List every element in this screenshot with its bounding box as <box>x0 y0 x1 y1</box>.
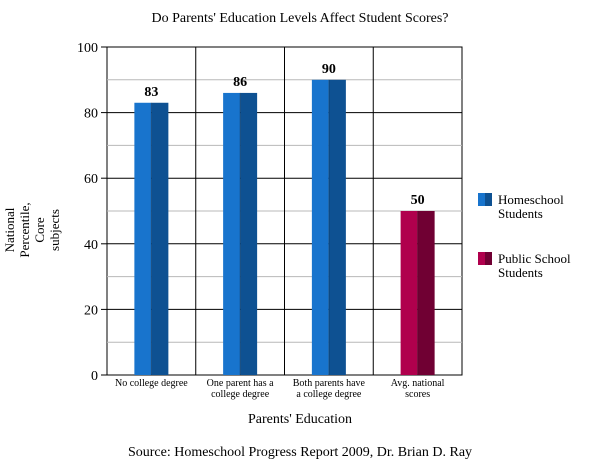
data-label: 86 <box>233 74 248 90</box>
data-label: 50 <box>410 193 425 208</box>
x-tick-label: One parent has a college degree <box>206 378 274 400</box>
legend-swatch-shade <box>485 252 492 265</box>
y-tick-label: 80 <box>84 106 98 122</box>
source-note: Source: Homeschool Progress Report 2009, Dr. Brian D. Ray <box>127 445 473 460</box>
x-axis-ticks <box>115 378 445 400</box>
y-tick-label: 100 <box>77 41 98 56</box>
x-tick-label: Both parents have a college degree <box>292 378 365 400</box>
bar-shade <box>329 80 346 375</box>
data-label: 90 <box>321 61 336 77</box>
y-axis-ticks <box>77 41 107 384</box>
data-label: 83 <box>144 84 159 100</box>
y-axis-label-text: NationalPercentile,Coresubjects <box>2 202 62 258</box>
legend <box>478 192 571 280</box>
x-tick-label: Avg. national scores <box>390 378 445 400</box>
legend-swatch <box>478 193 485 206</box>
bar-shade <box>151 103 168 375</box>
x-tick-label: No college degree <box>115 378 188 389</box>
bar <box>223 93 240 375</box>
y-tick-label: 60 <box>84 172 98 188</box>
legend-swatch <box>478 252 485 265</box>
y-tick-label: 0 <box>91 369 98 384</box>
legend-label: Public School Students <box>498 251 571 280</box>
bar <box>312 80 329 375</box>
bar <box>134 103 151 375</box>
y-tick-label: 40 <box>84 237 98 253</box>
bar <box>401 211 418 375</box>
y-tick-label: 20 <box>84 303 98 319</box>
legend-label: Homeschool Students <box>498 192 564 221</box>
y-axis-label <box>2 202 62 257</box>
legend-swatch-shade <box>485 193 492 206</box>
chart-title: Do Parents' Education Levels Affect Student Scores? <box>151 11 449 26</box>
x-axis-label: Parents' Education <box>248 412 352 427</box>
bar-shade <box>240 93 257 375</box>
bar-shade <box>418 211 435 375</box>
